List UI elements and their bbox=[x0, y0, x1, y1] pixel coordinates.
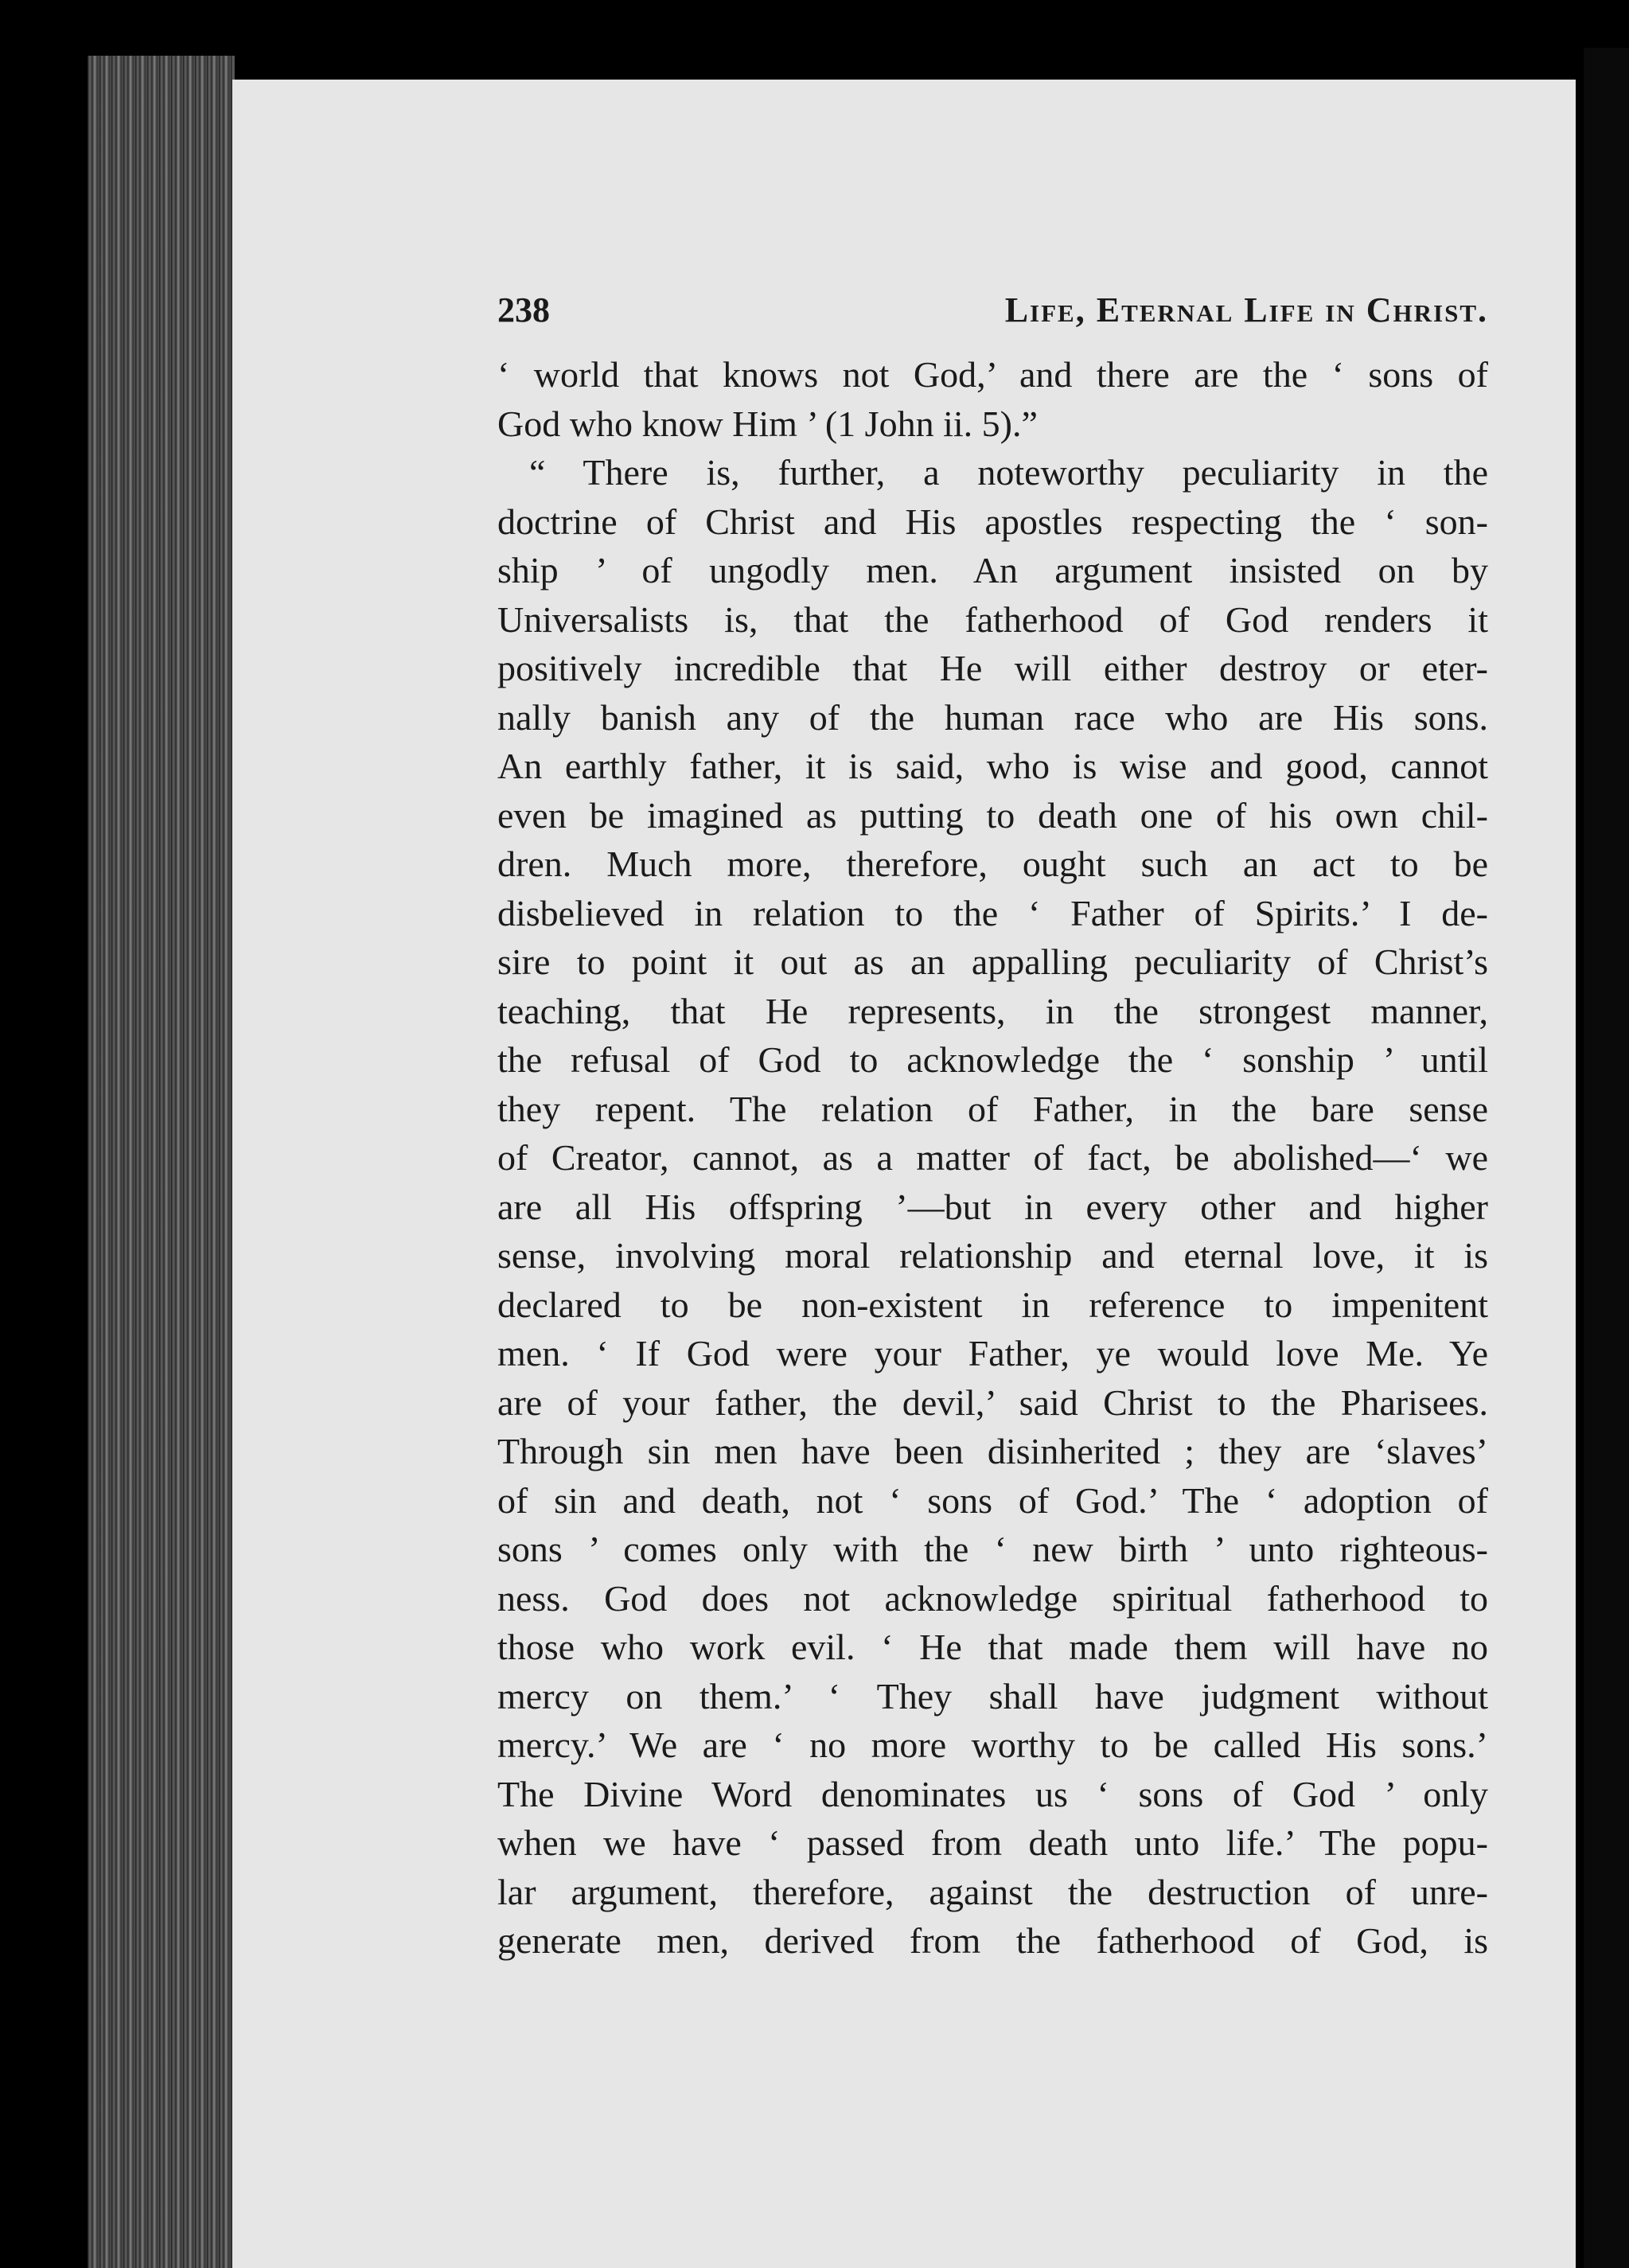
text-line: positively incredible that He will either destroy or eter- bbox=[497, 648, 1488, 688]
text-line: dren. Much more, therefore, ought such an act to be bbox=[497, 844, 1488, 884]
text-line: ‘ world that knows not God,’ and there are the ‘ sons of bbox=[497, 354, 1488, 395]
text-line: those who work evil. ‘ He that made them will have no bbox=[497, 1627, 1488, 1667]
text-line: mercy.’ We are ‘ no more worthy to be called His sons.’ bbox=[497, 1724, 1488, 1765]
text-line: The Divine Word denominates us ‘ sons of God ’ only bbox=[497, 1773, 1488, 1814]
text-line: they repent. The relation of Father, in the bare sense bbox=[497, 1088, 1488, 1129]
text-block bbox=[497, 271, 1488, 1966]
text-line: are all His offspring ’—but in every other and higher bbox=[497, 1186, 1488, 1227]
text-line: men. ‘ If God were your Father, ye would love Me. Ye bbox=[497, 1333, 1488, 1374]
body-text bbox=[497, 350, 1488, 1966]
text-line: “ There is, further, a noteworthy peculiarity in the bbox=[529, 452, 1488, 493]
text-line: declared to be non-existent in reference to impenitent bbox=[497, 1284, 1488, 1325]
text-line: mercy on them.’ ‘ They shall have judgment without bbox=[497, 1675, 1488, 1717]
text-line: Through sin men have been disinherited ; they are ‘slaves’ bbox=[497, 1431, 1488, 1471]
text-line: lar argument, therefore, against the destruction of unre- bbox=[497, 1871, 1488, 1912]
text-line: An earthly father, it is said, who is wise and good, cannot bbox=[497, 746, 1488, 786]
text-line: disbelieved in relation to the ‘ Father of Spirits.’ I de- bbox=[497, 892, 1488, 933]
text-line: sons ’ comes only with the ‘ new birth ’ unto righteous- bbox=[497, 1529, 1488, 1569]
running-title: Life, Eternal Life in Christ. bbox=[1004, 290, 1488, 329]
scan-border-right bbox=[1584, 48, 1629, 2268]
text-line: Universalists is, that the fatherhood of God renders it bbox=[497, 598, 1488, 640]
text-line: are of your father, the devil,’ said Christ to the Pharisees. bbox=[497, 1381, 1488, 1423]
text-line: the refusal of God to acknowledge the ‘ sonship ’ until bbox=[497, 1039, 1488, 1080]
text-line: doctrine of Christ and His apostles respecting the ‘ son- bbox=[497, 501, 1488, 542]
page-number: 238 bbox=[497, 290, 550, 329]
text-line: teaching, that He represents, in the strongest manner, bbox=[497, 990, 1488, 1031]
text-line: sire to point it out as an appalling peculiarity of Christ’s bbox=[497, 941, 1488, 982]
text-line: generate men, derived from the fatherhood of God, is bbox=[497, 1920, 1488, 1961]
text-line: when we have ‘ passed from death unto life.’ The popu- bbox=[497, 1822, 1488, 1863]
running-head bbox=[497, 271, 1488, 350]
text-line: God who know Him ’ (1 John ii. 5).” bbox=[497, 403, 1038, 444]
text-line: of sin and death, not ‘ sons of God.’ The ‘ adoption of bbox=[497, 1479, 1488, 1521]
text-line: nally banish any of the human race who are His sons. bbox=[497, 696, 1488, 738]
text-line: ship ’ of ungodly men. An argument insisted on by bbox=[497, 550, 1488, 590]
text-line: sense, involving moral relationship and eternal love, it is bbox=[497, 1235, 1488, 1276]
text-line: of Creator, cannot, as a matter of fact, be abolished—‘ we bbox=[497, 1137, 1488, 1178]
text-line: ness. God does not acknowledge spiritual fatherhood to bbox=[497, 1577, 1488, 1619]
text-line: even be imagined as putting to death one of his own chil- bbox=[497, 794, 1488, 836]
page-edges bbox=[88, 56, 235, 2268]
